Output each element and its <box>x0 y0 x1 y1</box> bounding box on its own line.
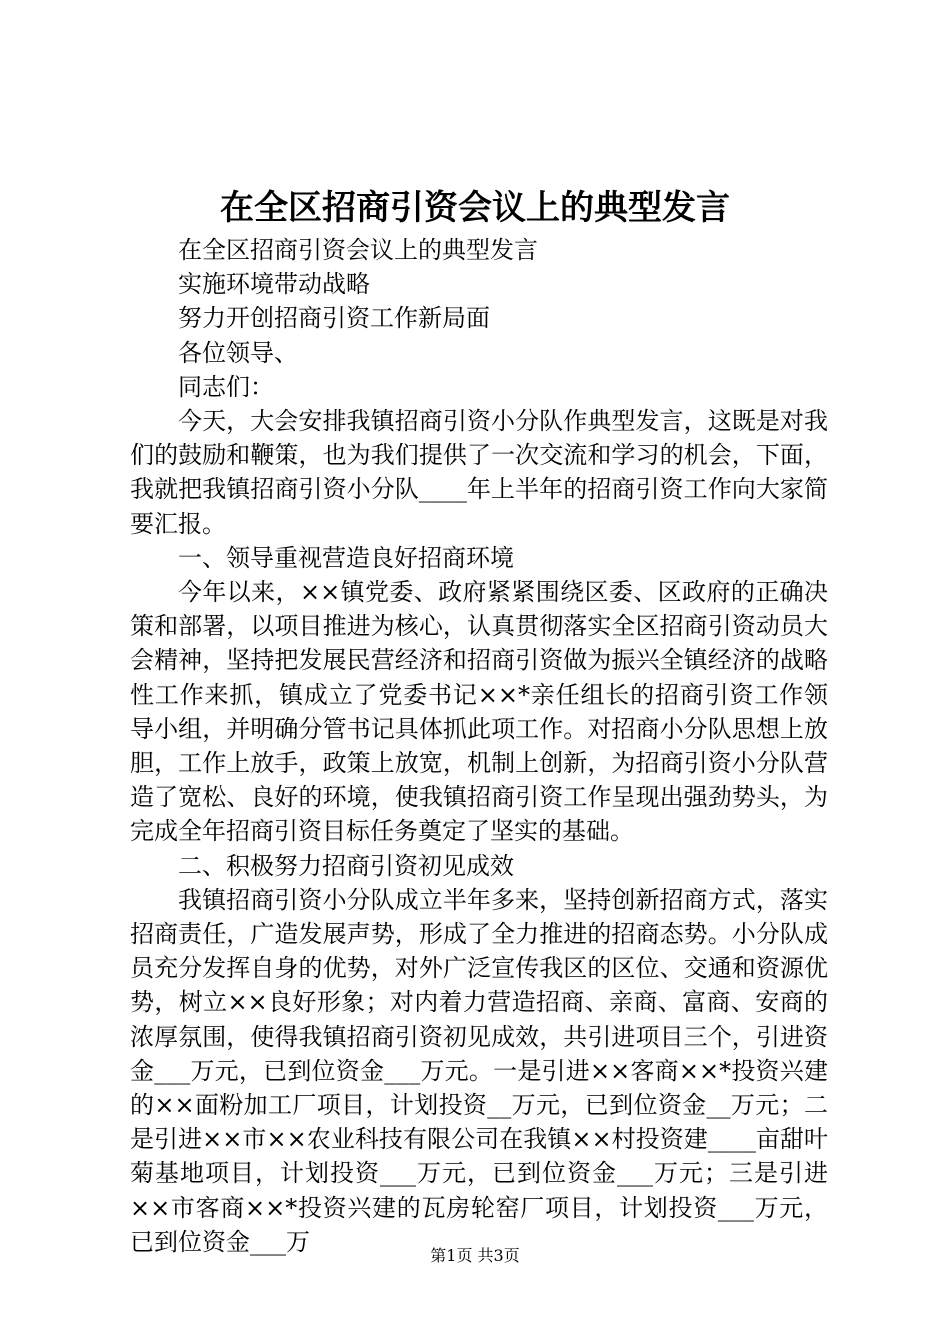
salutation: 各位领导、 <box>178 338 298 367</box>
body-paragraph: 今年以来，××镇党委、政府紧紧围绕区委、区政府的正确决策和部署，以项目推进为核心，认真贯彻落实全区招商引资动员大会精神，坚持把发展民营经济和招商引资做为振兴全镇经济的战略性工作来抓，镇成立了党委书记××*亲任组长的招商引资工作领导小组，并明确分管书记具体抓此项工作。对招商小分队思想上放胆，工作上放手，政策上放宽，机制上创新，为招商引资小分队营造了宽松、良好的环境，使我镇招商引资工作呈现出强劲势头，为完成全年招商引资目标任务奠定了坚实的基础。 <box>130 578 828 846</box>
section-heading: 一、领导重视营造良好招商环境 <box>178 543 514 572</box>
subtitle-line: 努力开创招商引资工作新局面 <box>178 304 490 333</box>
salutation: 同志们： <box>178 372 274 401</box>
section-heading: 二、积极努力招商引资初见成效 <box>178 851 514 880</box>
body-paragraph: 今天，大会安排我镇招商引资小分队作典型发言，这既是对我们的鼓励和鞭策，也为我们提供了一次交流和学习的机会，下面，我就把我镇招商引资小分队____年上半年的招商引资工作向大家简要汇报。 <box>130 407 828 538</box>
body-paragraph: 我镇招商引资小分队成立半年多来，坚持创新招商方式，落实招商责任，广造发展声势，形成了全力推进的招商态势。小分队成员充分发挥自身的优势，对外广泛宣传我区的区位、交通和资源优势，树立××良好形象；对内着力营造招商、亲商、富商、安商的浓厚氛围，使得我镇招商引资初见成效，共引进项目三个，引进资金___万元，已到位资金___万元。一是引进××客商××*投资兴建的××面粉加工厂项目，计划投资__万元，已到位资金__万元；二是引进××市××农业科技有限公司在我镇××村投资建____亩甜叶菊基地项目，计划投资___万元，已到位资金___万元；三是引进××市客商××*投资兴建的瓦房轮窑厂项目，计划投资___万元，已到位资金___万 <box>130 885 828 1256</box>
page-footer: 第1页 共3页 <box>430 1246 520 1265</box>
subtitle-line: 实施环境带动战略 <box>178 270 370 299</box>
document-title: 在全区招商引资会议上的典型发言 <box>220 188 730 228</box>
subtitle-line: 在全区招商引资会议上的典型发言 <box>178 236 538 264</box>
document-body <box>130 233 828 1259</box>
